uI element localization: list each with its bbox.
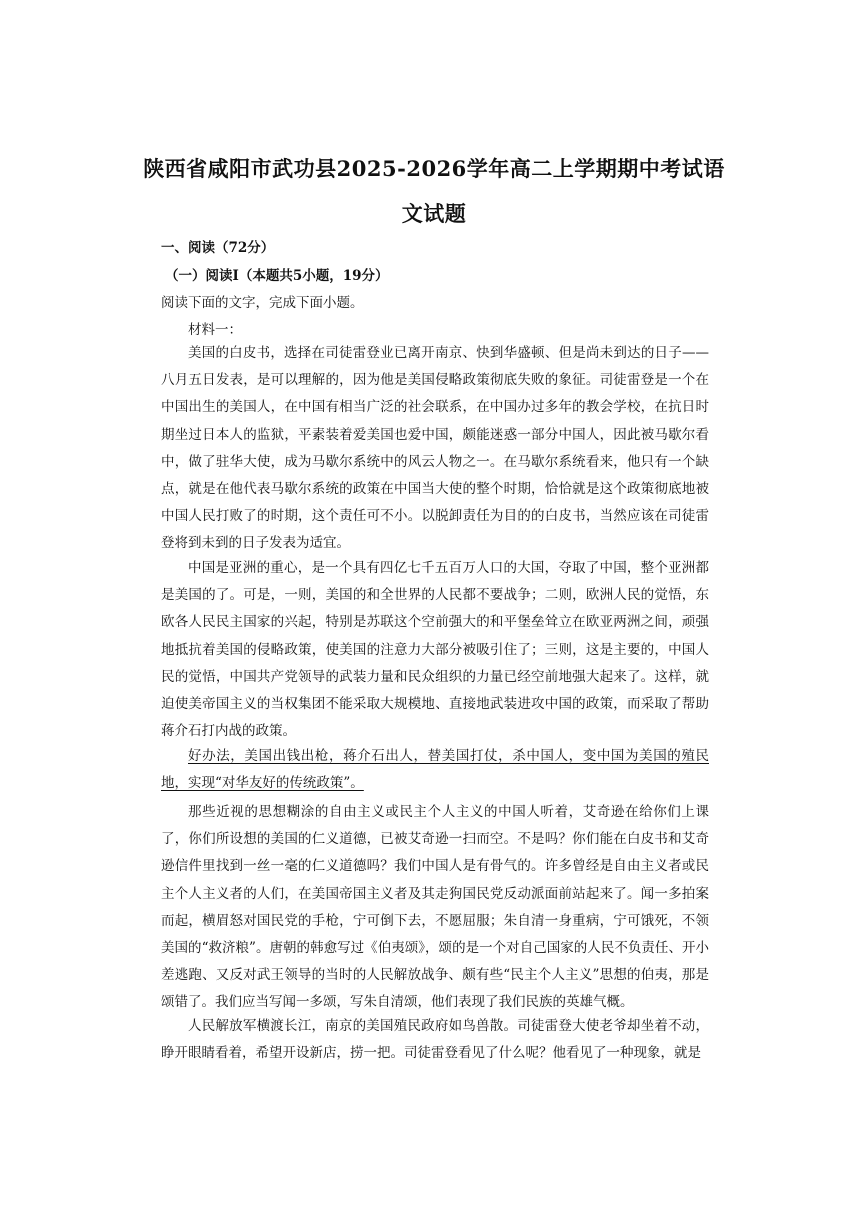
document-title-line-2: 文试题 [401, 201, 467, 226]
body-paragraph: 那些近视的思想糊涂的自由主义或民主个人主义的中国人听着，艾奇逊在给你们上课了，你们所设想的美国的仁义道德，已被艾奇逊一扫而空。不是吗？你们能在白皮书和艾奇逊信件里找到一丝一毫的仁义道德吗？我们中国人是有骨气的。许多曾经是自由主义者或民主个人主义者的人们，在美国帝国主义者及其走狗国民党反动派面前站起来了。闻一多拍案而起，横眉怒对国民党的手枪，宁可倒下去，不愿屈服；朱自清一身重病，宁可饿死，不领美国的“救济粮”。唐朝的韩愈写过《伯夷颂》，颂的是一个对自己国家的人民不负责任、开小差逃跑、又反对武王领导的当时的人民解放战争、颇有些“民主个人主义”思想的伯夷，那是颂错了。我们应当写闻一多颂，写朱自清颂，他们表现了我们民族的英雄气概。 [161, 804, 709, 1011]
section-heading: 一、阅读（72分） [161, 240, 275, 256]
material-label: 材料一： [188, 322, 242, 338]
body-paragraph: 人民解放军横渡长江，南京的美国殖民政府如鸟兽散。司徒雷登大使老爷却坐着不动，睁开眼睛看着，希望开设新店，捞一把。司徒雷登看见了什么呢？他看见了一种现象，就是 [161, 1018, 709, 1062]
reading-instruction: 阅读下面的文字，完成下面小题。 [161, 295, 364, 311]
subsection-heading: （一）阅读Ⅰ（本题共5小题，19分） [165, 268, 389, 284]
body-paragraph: 中国是亚洲的重心，是一个具有四亿七千五百万人口的大国，夺取了中国，整个亚洲都是美国的了。可是，一则，美国的和全世界的人民都不要战争；二则，欧洲人民的觉悟，东欧各人民民主国家的兴起，特别是苏联这个空前强大的和平堡垒耸立在欧亚两洲之间，顽强地抵抗着美国的侵略政策，使美国的注意力大部分被吸引住了；三则，这是主要的，中国人民的觉悟，中国共产党领导的武装力量和民众组织的力量已经空前地强大起来了。这样，就迫使美帝国主义的当权集团不能采取大规模地、直接地武装进攻中国的政策，而采取了帮助蒋介石打内战的政策。 [161, 560, 709, 740]
document-title-line-1: 陕西省咸阳市武功县2025-2026学年高二上学期期中考试语 [143, 156, 725, 181]
underlined-paragraph: 好办法，美国出钱出枪，蒋介石出人，替美国打仗，杀中国人，变中国为美国的殖民地，实现“对华友好的传统政策”。 [161, 748, 709, 792]
body-paragraph: 美国的白皮书，选择在司徒雷登业已离开南京、快到华盛顿、但是尚未到达的日子——八月五日发表，是可以理解的，因为他是美国侵略政策彻底失败的象征。司徒雷登是一个在中国出生的美国人，在中国有相当广泛的社会联系，在中国办过多年的教会学校，在抗日时期坐过日本人的监狱，平素装着爱美国也爱中国，颇能迷惑一部分中国人，因此被马歇尔看中，做了驻华大使，成为马歇尔系统中的风云人物之一。在马歇尔系统看来，他只有一个缺点，就是在他代表马歇尔系统的政策在中国当大使的整个时期，恰恰就是这个政策彻底地被中国人民打败了的时期，这个责任可不小。以脱卸责任为目的的白皮书，当然应该在司徒雷登将到未到的日子发表为适宜。 [161, 345, 709, 552]
